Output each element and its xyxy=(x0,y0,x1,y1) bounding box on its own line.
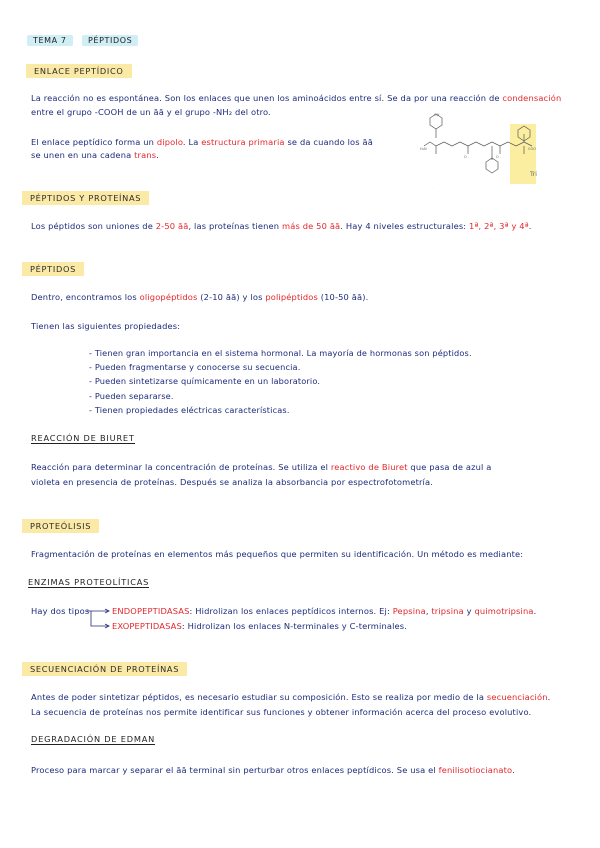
text-span: que pasa de azul a xyxy=(407,462,492,472)
text-span: . xyxy=(528,221,532,231)
enlace-paragraph-1-line-1 xyxy=(31,92,561,106)
enlace-paragraph-1-line-2: entre el grupo -COOH de un āā y el grupo -NH₂ del otro. xyxy=(31,107,271,117)
term-estructura-primaria: estructura primaria xyxy=(201,137,285,147)
topic-label: PÉPTIDOS xyxy=(82,35,138,46)
text-span: Los péptidos son uniones de xyxy=(31,221,156,231)
molecule-caption-right: · xyxy=(498,185,499,189)
text-span: , xyxy=(425,606,432,616)
svg-text:H₃N: H₃N xyxy=(420,147,427,151)
svg-text:O: O xyxy=(496,155,499,159)
term-condensacion: condensación xyxy=(502,93,562,103)
endopeptidasas-line xyxy=(112,605,536,619)
term-secuenciacion: secuenciación xyxy=(486,692,548,702)
text-span: Antes de poder sintetizar péptidos, es necesario estudiar su composición. Esto se realiza por medio de la xyxy=(31,692,487,702)
term-endopeptidasas: ENDOPEPTIDASAS xyxy=(112,606,190,616)
text-span: se da cuando los āā xyxy=(284,137,373,147)
list-item: - Pueden fragmentarse y conocerse su secuencia. xyxy=(89,360,472,374)
text-span: La reacción no es espontánea. Son los enlaces que unen los aminoácidos entre sí. Se da por una reacción de xyxy=(31,93,503,103)
list-item: - Tienen gran importancia en el sistema hormonal. La mayoría de hormonas son péptidos. xyxy=(89,346,472,360)
text-span: y xyxy=(463,606,475,616)
text-span: Proceso para marcar y separar el āā terminal sin perturbar otros enlaces peptídicos. Se usa el xyxy=(31,765,439,775)
text-span: : Hidrolizan los enlaces N-terminales y C-terminales. xyxy=(181,621,408,631)
heading-secuenciacion: SECUENCIACIÓN DE PROTEÍNAS xyxy=(22,662,187,676)
text-span: Reacción para determinar la concentración de proteínas. Se utiliza el xyxy=(31,462,331,472)
svg-text:O: O xyxy=(464,155,467,159)
enlace-paragraph-2-line-2 xyxy=(31,149,159,163)
proteolisis-line-1: Fragmentación de proteínas en elementos más pequeños que permiten su identificación. Un método es mediante: xyxy=(31,549,524,559)
peptidos-proteinas-line xyxy=(31,220,532,234)
heading-peptidos-proteinas: PÉPTIDOS Y PROTEÍNAS xyxy=(22,191,149,205)
hay-dos-tipos: Hay dos tipos xyxy=(31,606,90,616)
text-span: . xyxy=(547,692,551,702)
list-item: - Tienen propiedades eléctricas características. xyxy=(89,403,472,417)
text-span: , las proteínas tienen xyxy=(188,221,282,231)
heading-reaccion-biuret: REACCIÓN DE BIURET xyxy=(31,433,135,443)
text-span: se unen en una cadena xyxy=(31,150,135,160)
heading-enlace-peptidico: ENLACE PEPTÍDICO xyxy=(26,64,132,78)
svg-text:OH: OH xyxy=(434,113,440,117)
term-tripsina: tripsina xyxy=(431,606,464,616)
peptidos-line-2: Tienen las siguientes propiedades: xyxy=(31,321,181,331)
edman-line xyxy=(31,764,515,778)
term-oligopeptidos: oligopéptidos xyxy=(139,292,198,302)
list-item: - Pueden separarse. xyxy=(89,389,472,403)
peptidos-line-1 xyxy=(31,291,368,305)
biuret-line-2: violeta en presencia de proteínas. Después se analiza la absorbancia por espectrofotometría. xyxy=(31,477,434,487)
term-quimotripsina: quimotripsina xyxy=(474,606,534,616)
text-span: . xyxy=(156,150,160,160)
heading-degradacion-edman: DEGRADACIÓN DE EDMAN xyxy=(31,734,156,744)
enlace-paragraph-2-line-1 xyxy=(31,136,373,150)
term-dipolo: dipolo xyxy=(156,137,183,147)
text-span: El enlace peptídico forma un xyxy=(31,137,157,147)
exopeptidasas-line xyxy=(112,620,407,634)
term-2-50-aa: 2-50 āā xyxy=(155,221,189,231)
biuret-line-1 xyxy=(31,461,492,475)
term-polipeptidos: polipéptidos xyxy=(265,292,318,302)
secuenciacion-line-2: La secuencia de proteínas nos permite identificar sus funciones y obtener información acerca del proceso evolutivo. xyxy=(31,707,532,717)
heading-proteolisis: PROTEÓLISIS xyxy=(22,519,99,533)
list-item: - Pueden sintetizarse químicamente en un laboratorio. xyxy=(89,374,472,388)
heading-peptidos: PÉPTIDOS xyxy=(22,262,84,276)
term-fenilisotiocianato: fenilisotiocianato xyxy=(438,765,513,775)
term-niveles: 1ª, 2ª, 3ª y 4ª xyxy=(469,221,529,231)
branch-arrow-icon xyxy=(86,608,112,630)
secuenciacion-line-1 xyxy=(31,691,550,705)
molecule-caption-left: · xyxy=(433,185,434,189)
tema-label: TEMA 7 xyxy=(27,35,73,46)
text-span: Dentro, encontramos los xyxy=(31,292,140,302)
heading-enzimas-proteoliticas: ENZIMAS PROTEOLÍTICAS xyxy=(28,577,150,587)
text-span: (10-50 āā). xyxy=(317,292,369,302)
term-pepsina: Pepsina xyxy=(392,606,426,616)
text-span: . xyxy=(512,765,515,775)
text-span: . xyxy=(533,606,537,616)
properties-list xyxy=(89,346,472,417)
tripeptide-structure-figure xyxy=(418,110,546,192)
term-exopeptidasas: EXOPEPTIDASAS xyxy=(112,621,182,631)
text-span: : Hidrolizan los enlaces peptídicos internos. Ej: xyxy=(189,606,393,616)
svg-text:COO: COO xyxy=(528,147,536,151)
term-trans: trans xyxy=(134,150,157,160)
text-span: . La xyxy=(182,137,202,147)
term-mas-de-50-aa: más de 50 āā xyxy=(281,221,341,231)
text-span: (2-10 āā) y los xyxy=(197,292,266,302)
term-reactivo-biuret: reactivo de Biuret xyxy=(330,462,408,472)
text-span: . Hay 4 niveles estructurales: xyxy=(340,221,470,231)
tri-label: Tri xyxy=(530,171,537,178)
